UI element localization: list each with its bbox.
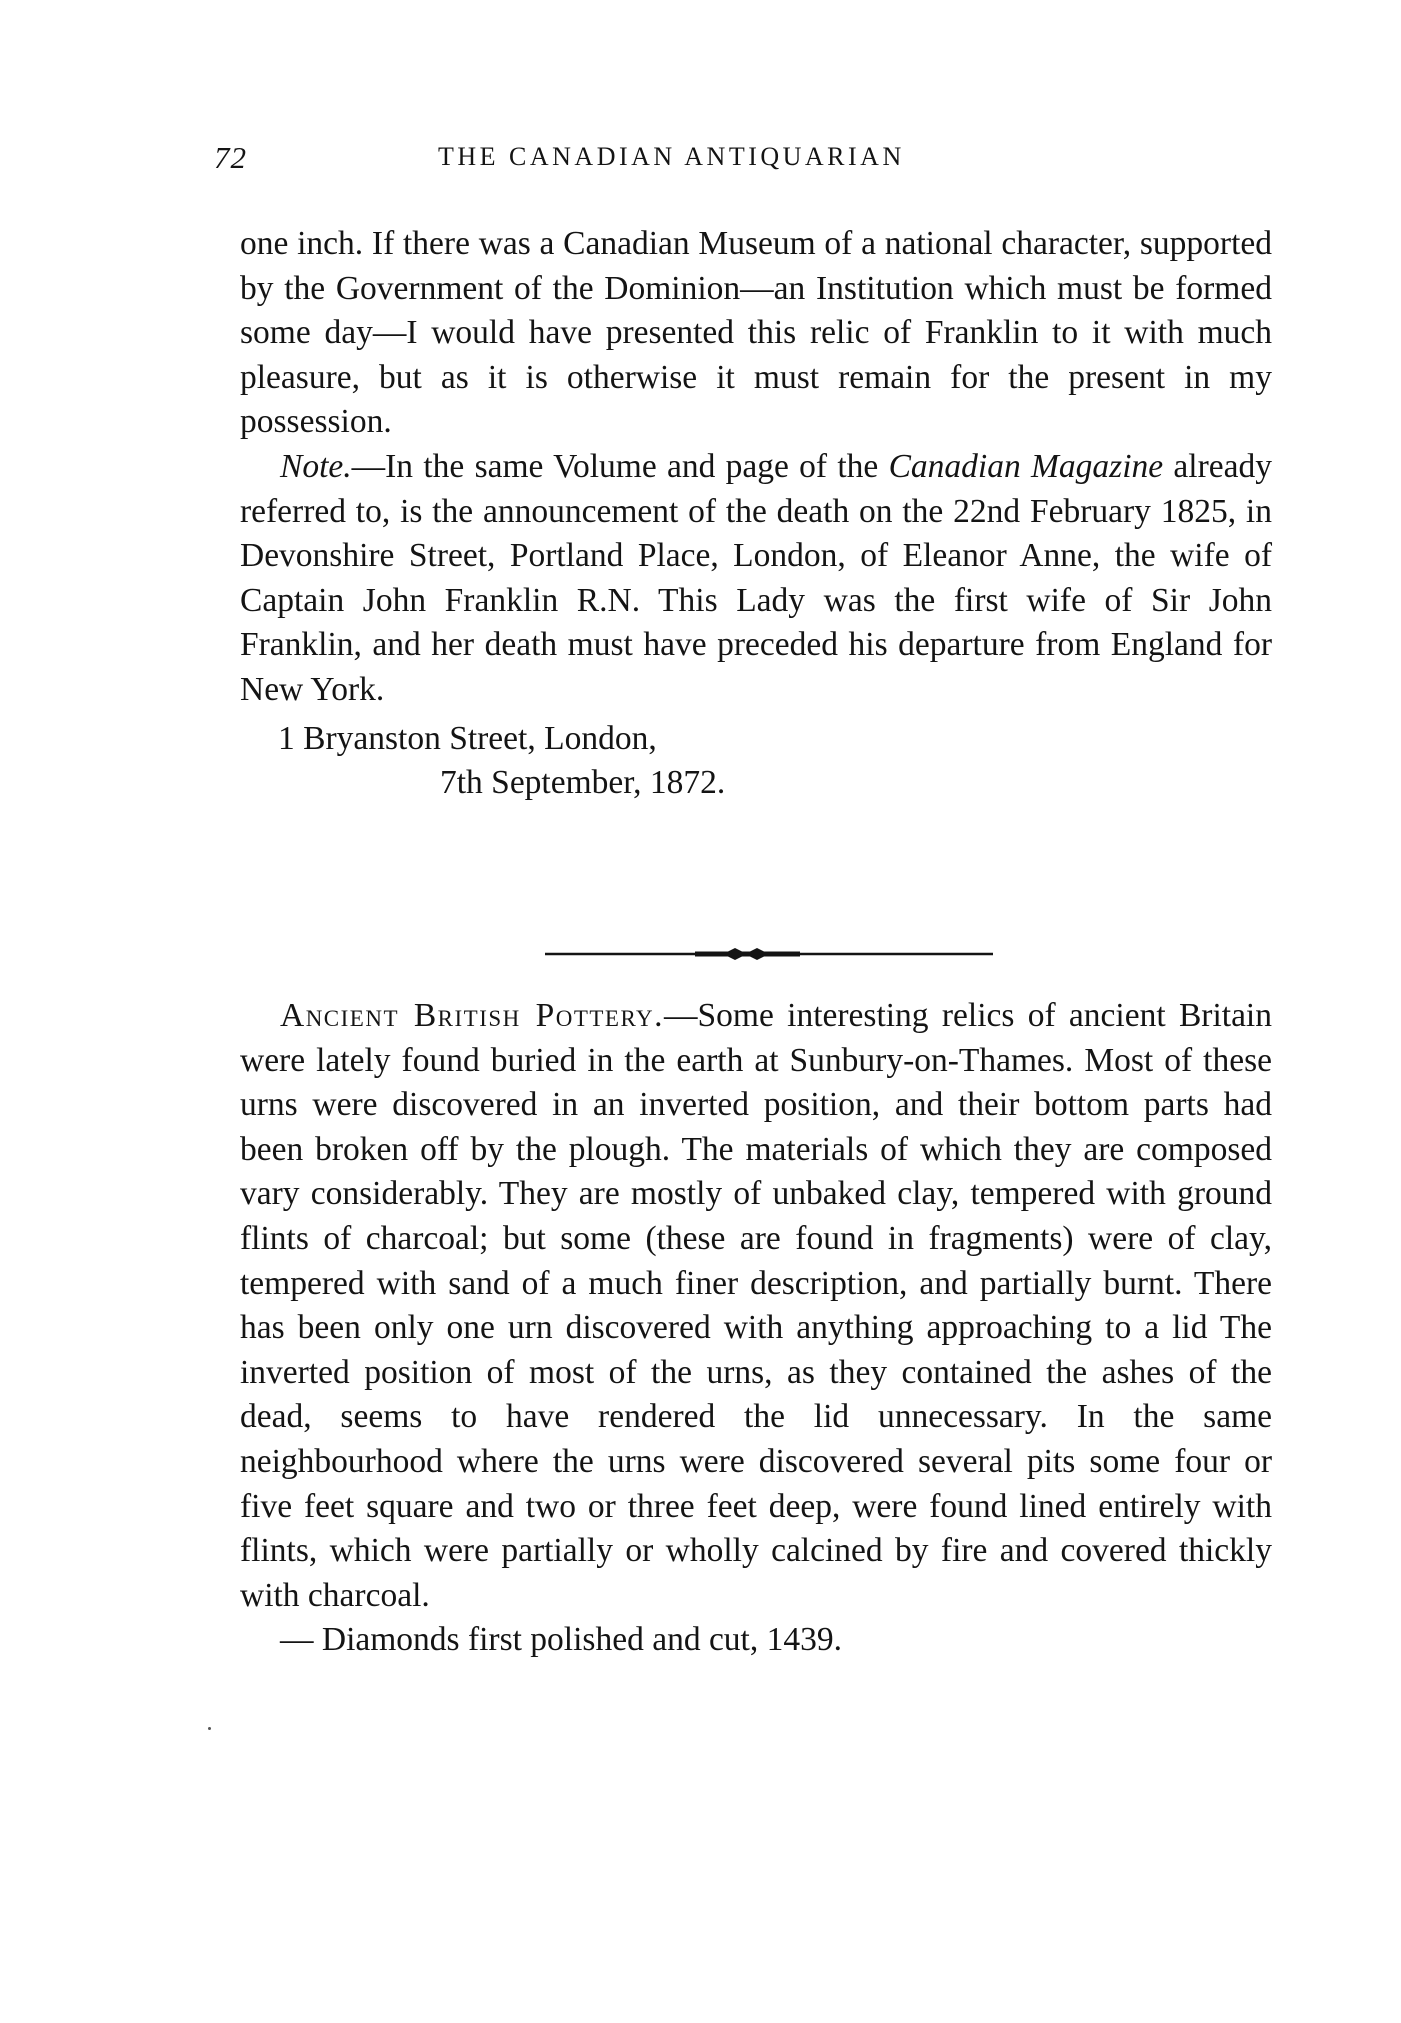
divider-diamond-left: [723, 948, 747, 960]
section-franklin-relic: [240, 222, 1272, 806]
note-text-after: already referred to, is the announcement of the death on the 22nd February 1825, in Devonshire Street, Portland Place, London, of Eleanor Anne, the wife of Captain John Franklin R.N. This Lady was the first wife of Sir John Franklin, and her death must have preceded his departure from England for New York.: [240, 447, 1272, 708]
section-divider-ornament: [545, 944, 993, 964]
note-text-before: —In the same Volume and page of the: [351, 447, 889, 485]
divider-diamond-right: [745, 948, 769, 960]
address-date: 7th September, 1872.: [440, 764, 726, 802]
address-street: 1 Bryanston Street, London,: [278, 719, 657, 757]
note-label: Note.: [280, 447, 352, 485]
article-text: —Some interesting relics of ancient Britain were lately found buried in the earth at Sunbury-on-Thames. Most of these urns were discovered in an inverted position, and their bottom parts had been broken off by the plough. The materials of which they are composed vary considerably. They are mostly of unbaked clay, tempered with ground flints of charcoal; but some (these are found in fragments) were of clay, tempered with sand of a much finer description, and partially burnt. There has been only one urn discovered with anything approaching to a lid The inverted position of most of the urns, as they contained the ashes of the dead, seems to have rendered the lid unnecessary. In the same neighbourhood where the urns were discovered several pits some four or five feet square and two or three feet deep, were found lined entirely with flints, which were partially or wholly calcined by fire and covered thickly with charcoal.: [240, 997, 1272, 1614]
magazine-title: Canadian Magazine: [888, 447, 1164, 485]
page-header: [210, 140, 1290, 180]
article-title: Ancient British Pottery.: [280, 997, 665, 1034]
margin-speck: [208, 1727, 211, 1730]
paragraph-museum: one inch. If there was a Canadian Museum of a national character, supported by the Government of the Dominion—an Institution which must be formed some day—I would have presented this relic of Franklin to it with much pleasure, but as it is otherwise it must remain for the present in my possession.: [240, 225, 1272, 441]
running-title: THE CANADIAN ANTIQUARIAN: [438, 142, 905, 171]
pottery-paragraph: [240, 994, 1272, 1618]
page-number: 72: [214, 140, 247, 175]
section-ancient-pottery: [240, 994, 1272, 1663]
note-paragraph: [240, 445, 1272, 713]
diamonds-footnote: — Diamonds first polished and cut, 1439.: [280, 1621, 842, 1659]
